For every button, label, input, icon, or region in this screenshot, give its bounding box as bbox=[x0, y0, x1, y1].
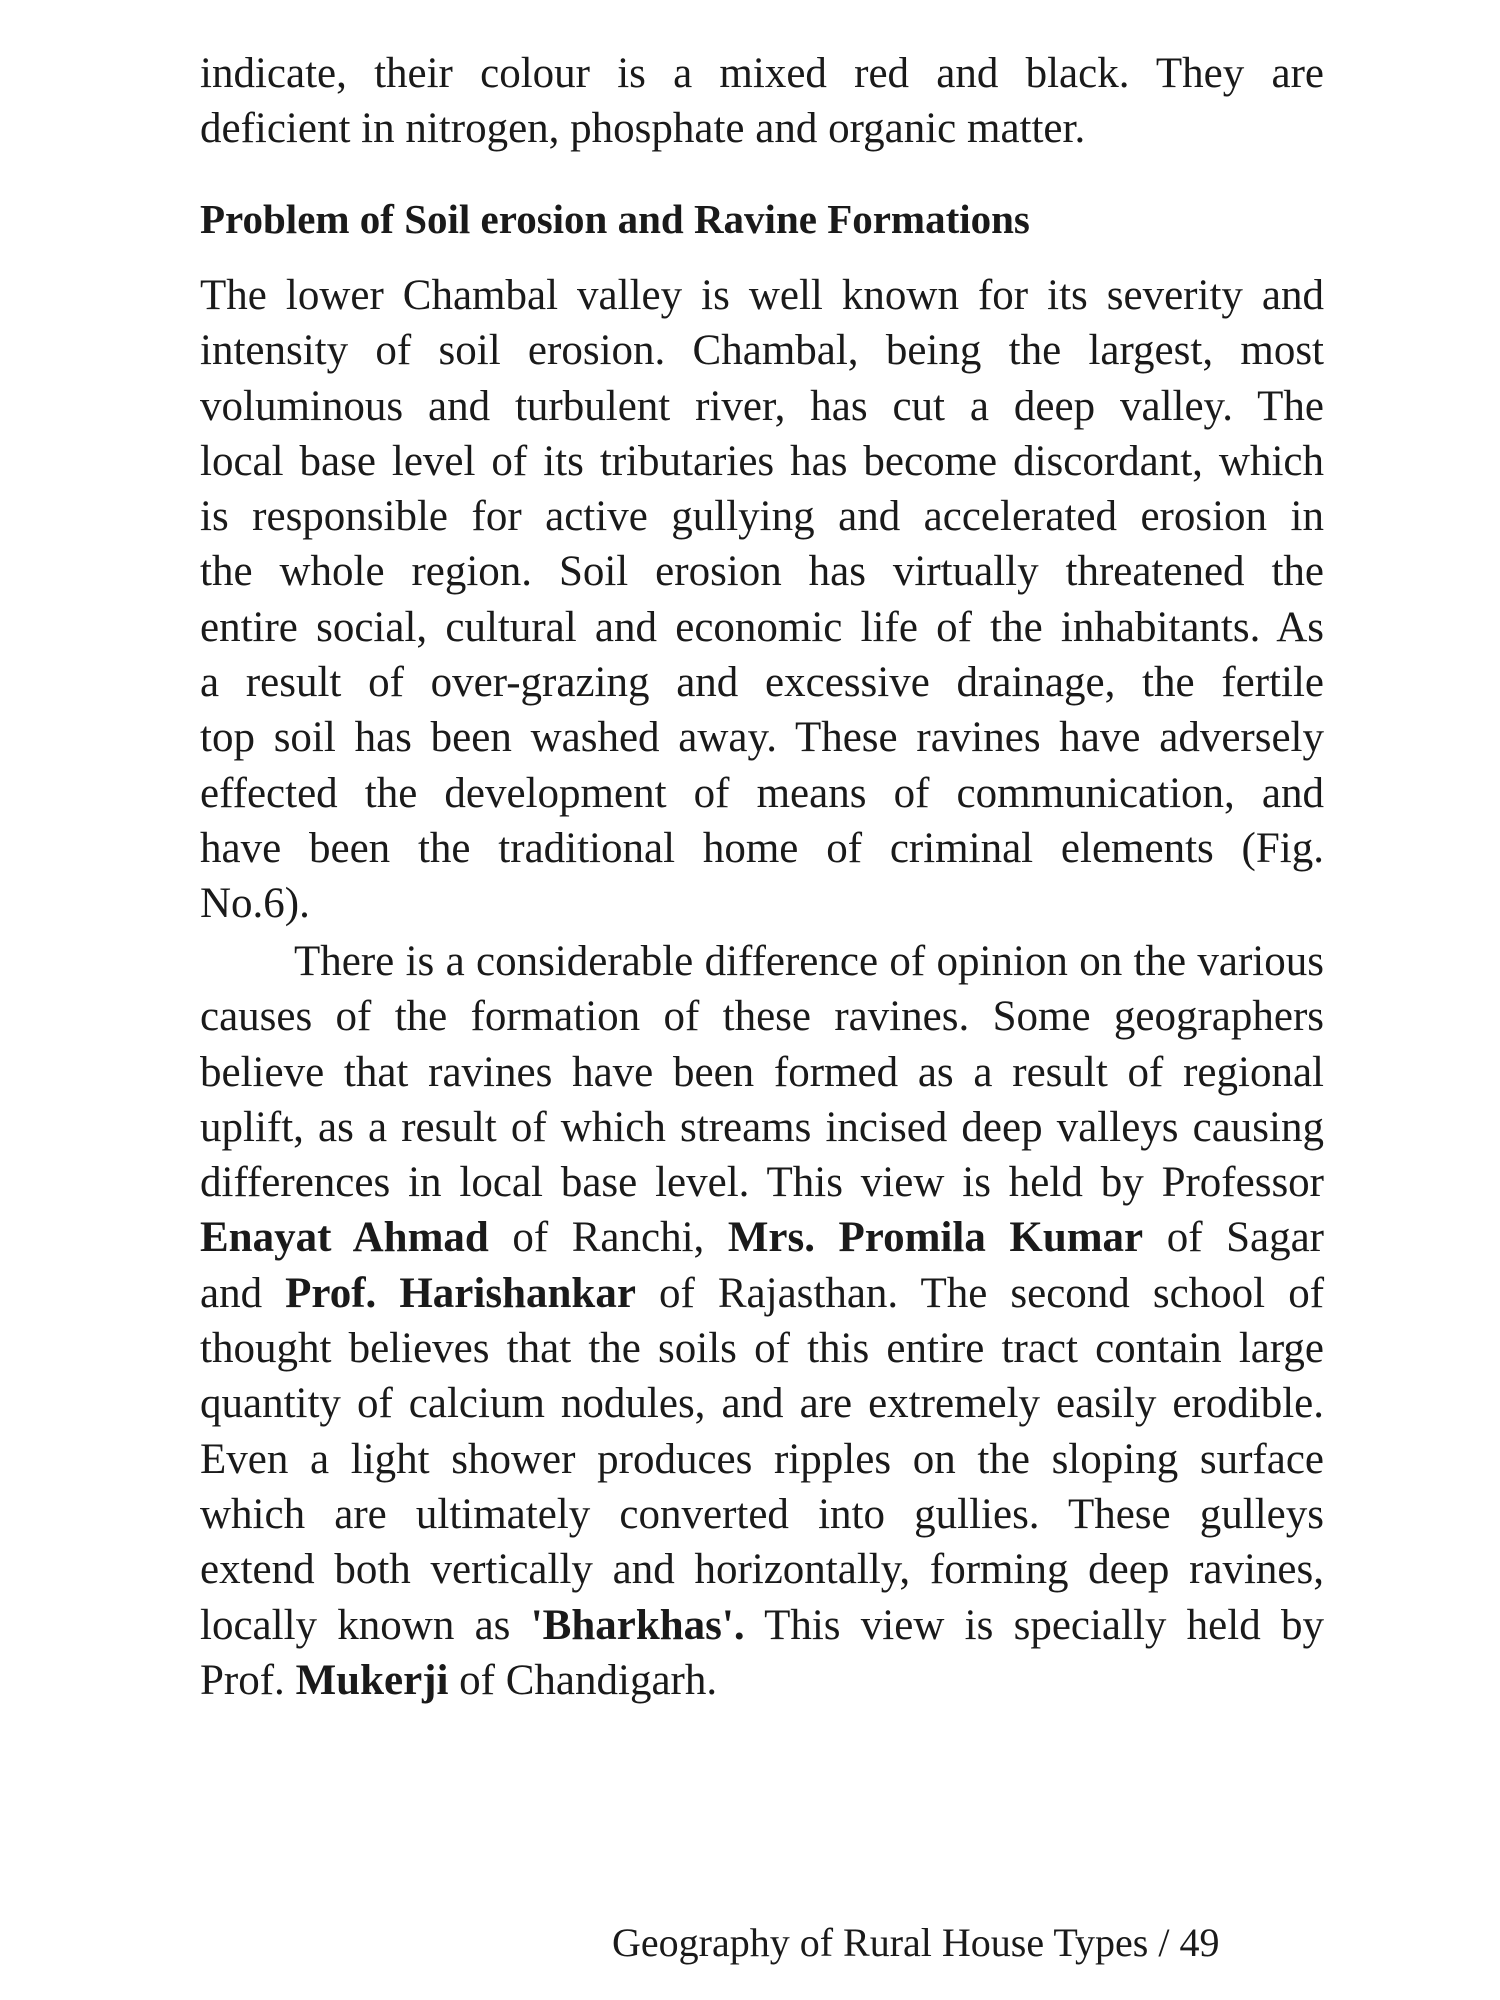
text-line: is responsible for active gullying and accelerated erosion in bbox=[200, 493, 1324, 541]
text-line bbox=[200, 1653, 1324, 1708]
text-run: This view is specially held by bbox=[744, 1601, 1324, 1649]
text-line: thought believes that the soils of this entire tract contain large bbox=[200, 1325, 1324, 1373]
text-line: causes of the formation of these ravines. Some geographers bbox=[200, 993, 1324, 1041]
text-line: entire social, cultural and economic life of the inhabitants. As bbox=[200, 603, 1324, 651]
text-line: deficient in nitrogen, phosphate and organic matter. bbox=[200, 105, 1086, 153]
text-line: The lower Chambal valley is well known for its severity and bbox=[200, 272, 1324, 319]
text-line: which are ultimately converted into gullies. These gulleys bbox=[200, 1490, 1324, 1538]
author-name-promila-kumar: Mrs. Promila Kumar bbox=[727, 1214, 1144, 1262]
text-line: uplift, as a result of which streams incised deep valleys causing bbox=[200, 1103, 1324, 1151]
page-footer: Geography of Rural House Types / 49 bbox=[612, 1920, 1220, 1965]
text-run: and bbox=[200, 1269, 286, 1317]
text-line bbox=[200, 1210, 1324, 1265]
text-line: top soil has been washed away. These ravines have adversely bbox=[200, 714, 1324, 762]
text-line: indicate, their colour is a mixed red and black. They are bbox=[200, 50, 1324, 97]
text-run: of Sagar bbox=[1143, 1214, 1324, 1262]
author-name-enayat-ahmad: Enayat Ahmad bbox=[200, 1214, 489, 1262]
text-run: of Chandigarh. bbox=[448, 1656, 718, 1704]
text-line: effected the development of means of communication, and bbox=[200, 769, 1324, 817]
text-run: of Rajasthan. The second school of bbox=[635, 1269, 1325, 1317]
text-line bbox=[200, 1266, 1324, 1321]
text-run: Prof. bbox=[200, 1656, 296, 1704]
text-line: There is a considerable difference of opinion on the various bbox=[294, 938, 1324, 985]
section-heading: Problem of Soil erosion and Ravine Formations bbox=[200, 196, 1030, 242]
text-run: locally known as bbox=[200, 1601, 531, 1649]
text-line: have been the traditional home of criminal elements (Fig. bbox=[200, 824, 1324, 872]
author-name-mukerji: Mukerji bbox=[295, 1656, 449, 1704]
text-line: intensity of soil erosion. Chambal, being the largest, most bbox=[200, 327, 1324, 375]
text-line: local base level of its tributaries has become discordant, which bbox=[200, 437, 1324, 485]
paragraph-soil-colour bbox=[200, 46, 1324, 157]
text-line: extend both vertically and horizontally, forming deep ravines, bbox=[200, 1546, 1324, 1594]
text-line bbox=[200, 1598, 1324, 1653]
term-bharkhas: 'Bharkhas'. bbox=[530, 1601, 745, 1649]
text-line: voluminous and turbulent river, has cut a deep valley. The bbox=[200, 382, 1324, 430]
text-line: differences in local base level. This view is held by Professor bbox=[200, 1159, 1324, 1207]
paragraph-soil-erosion bbox=[200, 268, 1324, 932]
paragraph-ravine-causes bbox=[200, 934, 1324, 1708]
text-line: No.6). bbox=[200, 880, 310, 928]
text-line: believe that ravines have been formed as a result of regional bbox=[200, 1048, 1324, 1096]
text-line: Even a light shower produces ripples on the sloping surface bbox=[200, 1435, 1324, 1483]
text-line: a result of over-grazing and excessive drainage, the fertile bbox=[200, 659, 1324, 707]
text-line: quantity of calcium nodules, and are extremely easily erodible. bbox=[200, 1380, 1324, 1428]
author-name-harishankar: Prof. Harishankar bbox=[285, 1269, 636, 1317]
text-line: the whole region. Soil erosion has virtually threatened the bbox=[200, 548, 1324, 596]
text-run: of Ranchi, bbox=[488, 1214, 728, 1262]
